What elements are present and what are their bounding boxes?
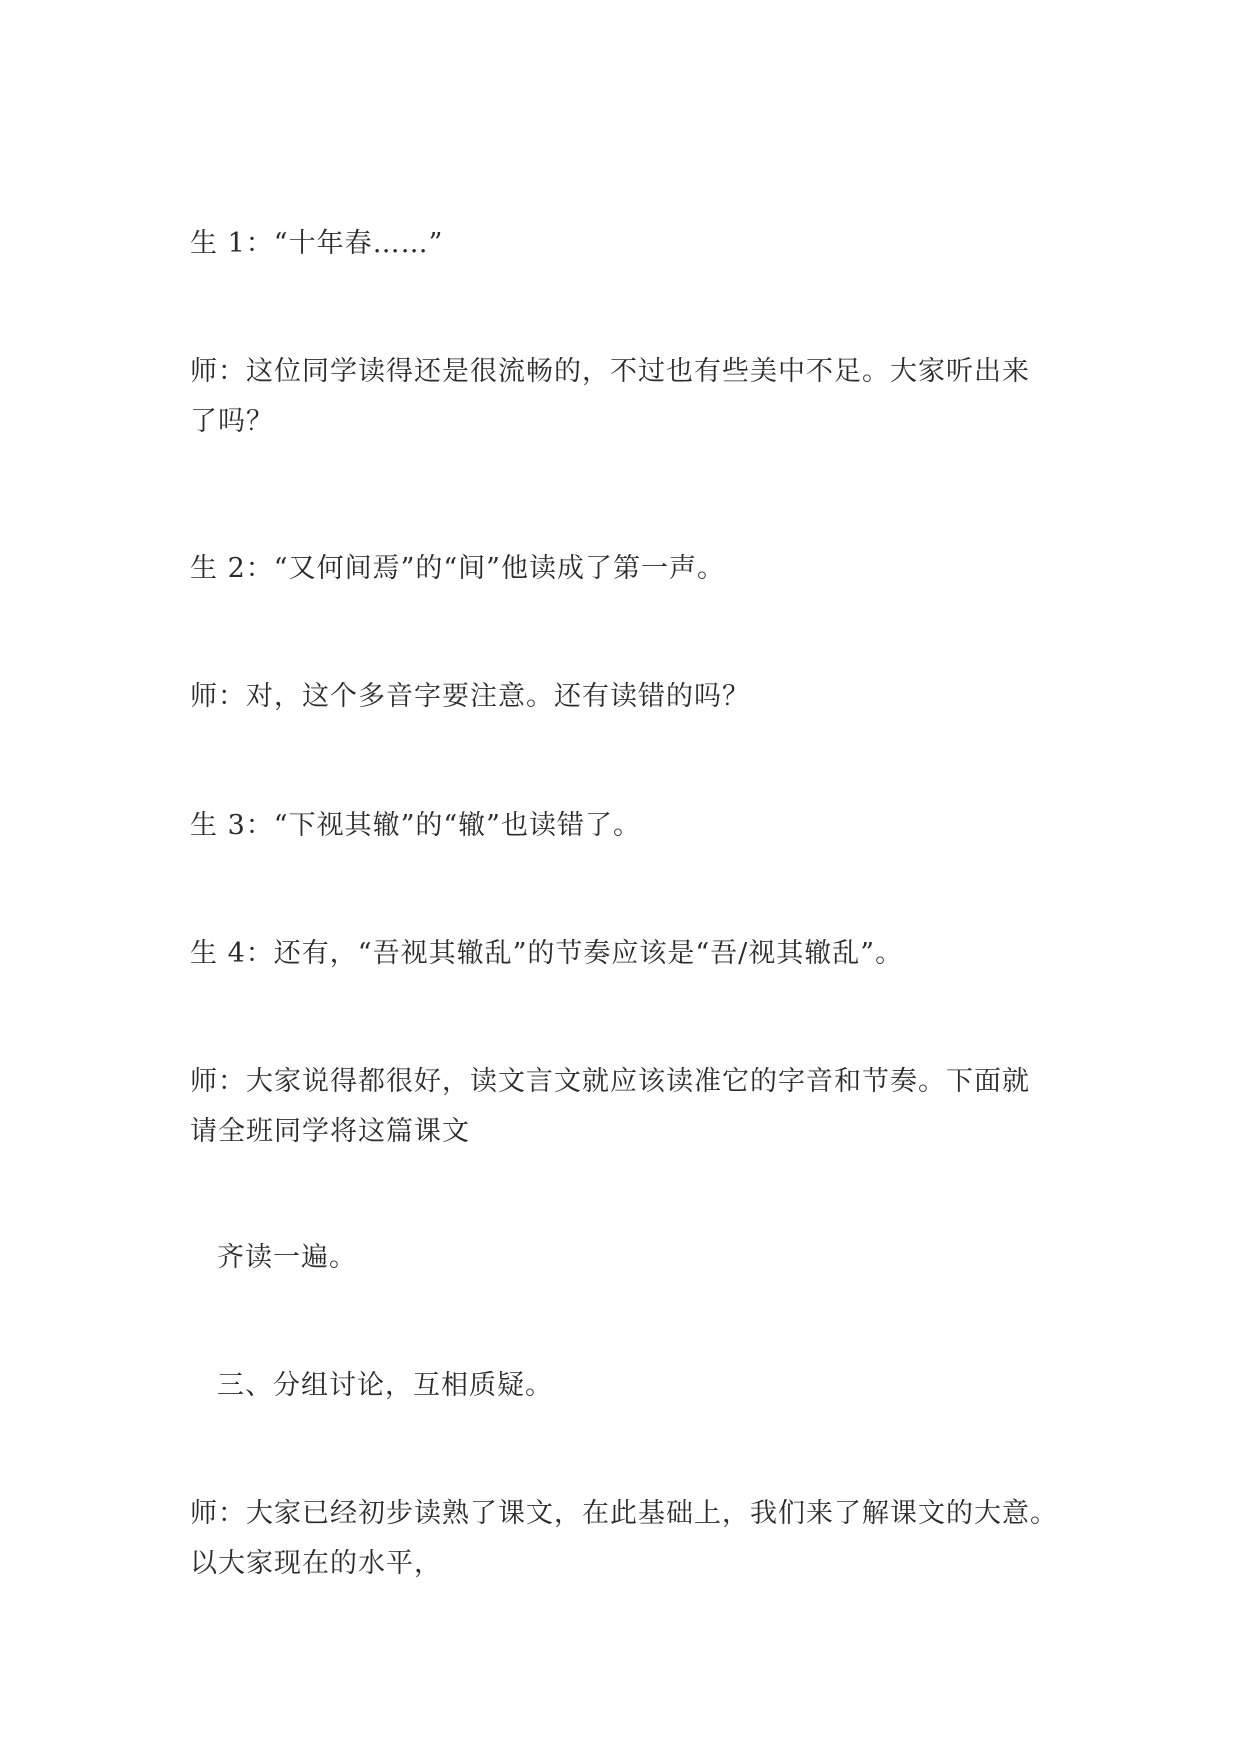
paragraph-student-1: [190, 219, 1060, 269]
paragraph-teacher-2: [190, 672, 1060, 722]
text-line: 生 3：“下视其辙”的“辙”也读错了。: [190, 810, 641, 841]
paragraph-teacher-4: [190, 1489, 1060, 1589]
text-line: 生 1：“十年春……”: [190, 228, 444, 259]
text-line: 师：对，这个多音字要注意。还有读错的吗？: [190, 681, 750, 712]
text-line: 师：大家已经初步读熟了课文，在此基础上，我们来了解课文的大意。: [190, 1498, 1058, 1529]
paragraph-student-2: [190, 544, 1060, 594]
section-heading: [217, 1361, 1087, 1411]
paragraph-student-3: [190, 801, 1060, 851]
text-line: 了吗？: [190, 406, 274, 437]
text-line: 生 2：“又何间焉”的“间”他读成了第一声。: [190, 553, 725, 584]
paragraph-continuation: [217, 1233, 1087, 1283]
text-line: 师：大家说得都很好，读文言文就应该读准它的字音和节奏。下面就: [190, 1066, 1030, 1097]
paragraph-student-4: [190, 929, 1060, 979]
text-line: 师：这位同学读得还是很流畅的，不过也有些美中不足。大家听出来: [190, 356, 1030, 387]
text-line: 三、分组讨论，互相质疑。: [217, 1370, 553, 1401]
text-line: 以大家现在的水平，: [190, 1548, 442, 1579]
paragraph-teacher-1: [190, 347, 1060, 447]
text-line: 生 4：还有，“吾视其辙乱”的节奏应该是“吾/视其辙乱”。: [190, 938, 904, 969]
text-line: 齐读一遍。: [217, 1242, 357, 1273]
text-line: 请全班同学将这篇课文: [190, 1116, 470, 1147]
paragraph-teacher-3: [190, 1057, 1060, 1157]
